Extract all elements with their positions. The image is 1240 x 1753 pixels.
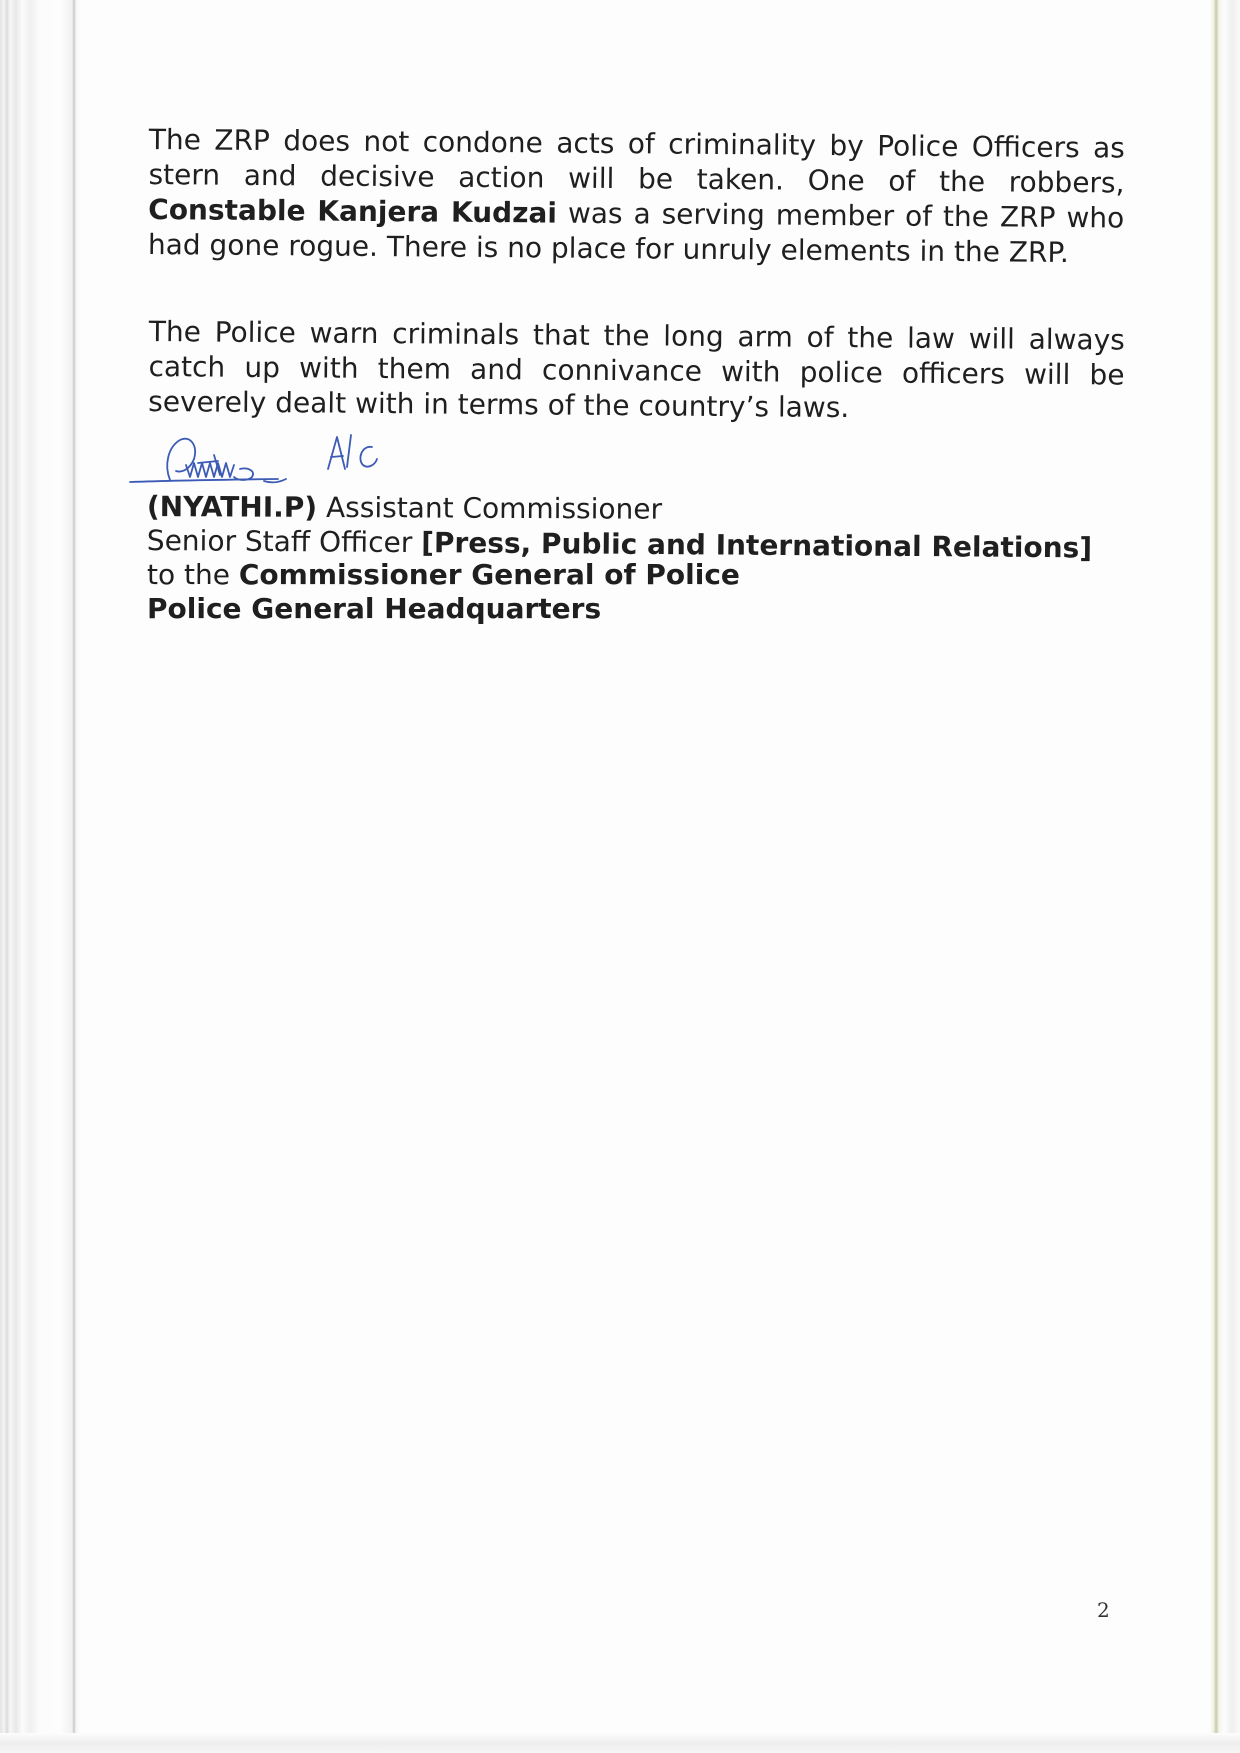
paragraph-warning [148, 314, 1125, 428]
scan-edge-bottom [0, 1733, 1240, 1753]
paragraph-text: The ZRP does not condone acts of criminality by Police Officers as stern and decisive action will be taken. One of the robbers, [148, 122, 1125, 200]
headquarters-line: Police General Headquarters [147, 592, 602, 625]
page-number: 2 [1097, 1598, 1110, 1622]
scan-edge-left [0, 0, 80, 1753]
scan-edge-right [1210, 0, 1240, 1753]
paragraph-text: was a serving member of the ZRP who had gone rogue. There is no place for unruly elements in the ZRP. [147, 196, 1125, 270]
role-prefix: Senior Staff Officer [146, 524, 422, 560]
reporting-prefix: to the [147, 558, 239, 591]
signatory-rank: Assistant Commissioner [317, 490, 663, 526]
handwritten-signature [128, 425, 428, 493]
paragraph-text: The Police warn criminals that the long arm of the law will always catch up with them and connivance with police officers will be severely dealt with in terms of the country’s laws. [148, 314, 1125, 425]
paragraph-condemnation [148, 122, 1125, 271]
signatory-name-rank [147, 490, 1127, 529]
officer-name: Constable Kanjera Kudzai [148, 192, 558, 230]
signatory-name: (NYATHI.P) [146, 490, 318, 524]
reporting-office: Commissioner General of Police [238, 558, 740, 591]
signature-block [147, 490, 1127, 626]
role-department: [Press, Public and International Relations] [421, 526, 1093, 565]
